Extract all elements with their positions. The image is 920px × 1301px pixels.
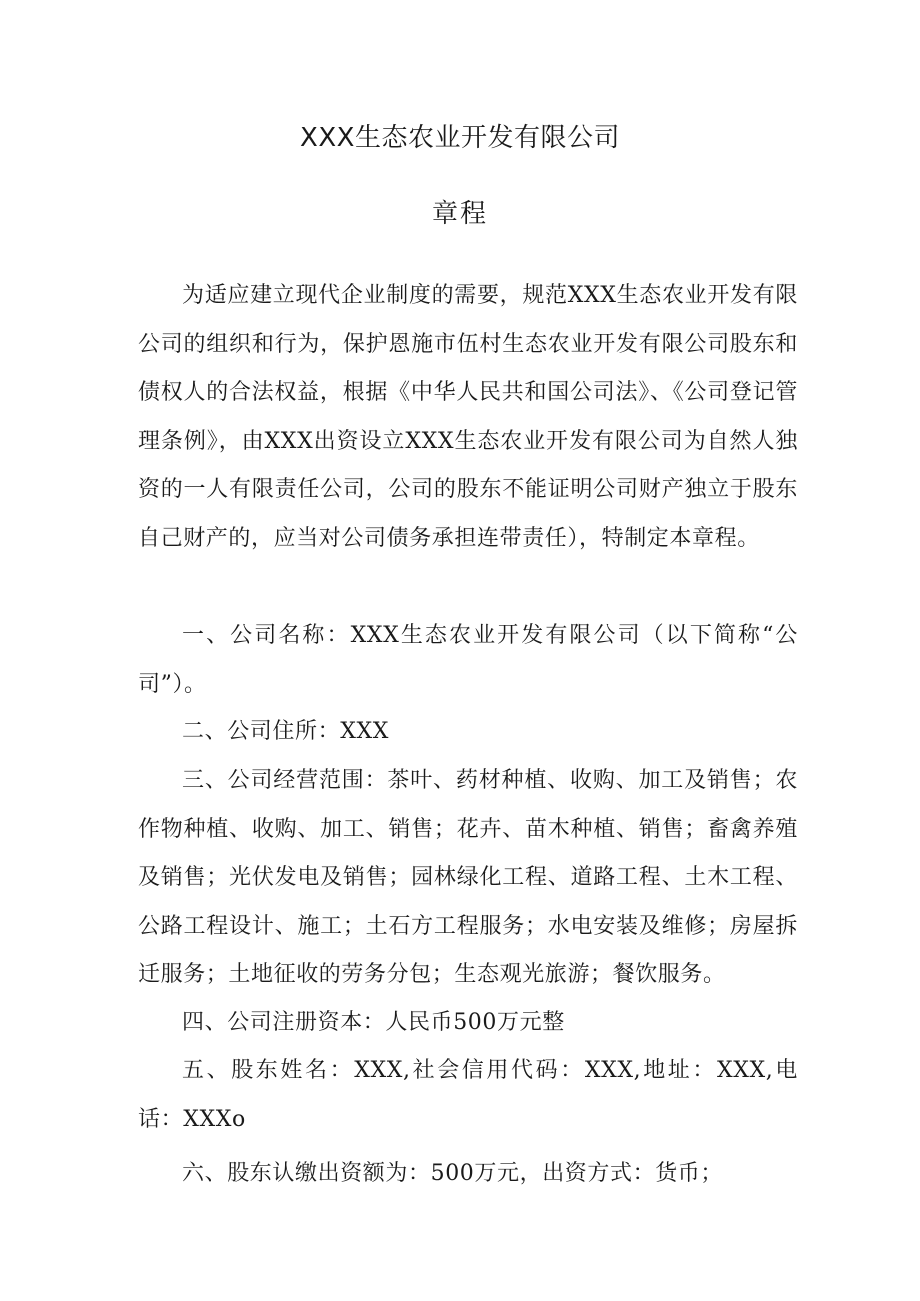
clause-company-address: 二、公司住所：XXX xyxy=(182,719,389,744)
clause-6-block xyxy=(138,1150,798,1199)
clause-2-block xyxy=(138,708,798,757)
document-subtitle: 章程 xyxy=(431,199,488,229)
clause-shareholder-info: 五、股东姓名：XXX,社会信用代码：XXX,地址：XXX,电话：XXXo xyxy=(138,1058,798,1132)
clause-registered-capital: 四、公司注册资本：人民币500万元整 xyxy=(182,1010,565,1035)
clause-company-name: 一、公司名称：XXX生态农业开发有限公司（以下简称“公司”）。 xyxy=(138,623,798,697)
clause-5-block xyxy=(138,1047,798,1144)
clause-4-block xyxy=(138,999,798,1048)
clause-business-scope: 三、公司经营范围：茶叶、药材种植、收购、加工及销售；农作物种植、收购、加工、销售；花卉、苗木种植、销售；畜禽养殖及销售；光伏发电及销售；园林绿化工程、道路工程、土木工程、公路工程设计、施工；土石方工程服务；水电安装及维修；房屋拆迁服务；土地征收的劳务分包；生态观光旅游；餐饮服务。 xyxy=(138,768,798,987)
document-title: XXX生态农业开发有限公司 xyxy=(300,123,620,153)
clause-capital-contribution: 六、股东认缴出资额为：500万元，出资方式：货币； xyxy=(182,1161,723,1186)
preamble-block xyxy=(138,272,798,563)
clause-3-block xyxy=(138,757,798,1000)
clause-1-block xyxy=(138,612,798,709)
preamble-paragraph: 为适应建立现代企业制度的需要，规范XXX生态农业开发有限公司的组织和行为，保护恩施市伍村生态农业开发有限公司股东和债权人的合法权益，根据《中华人民共和国公司法》、《公司登记管理条例》，由XXX出资设立XXX生态农业开发有限公司为自然人独资的一人有限责任公司，公司的股东不能证明公司财产独立于股东自己财产的，应当对公司债务承担连带责任），特制定本章程。 xyxy=(138,283,798,551)
